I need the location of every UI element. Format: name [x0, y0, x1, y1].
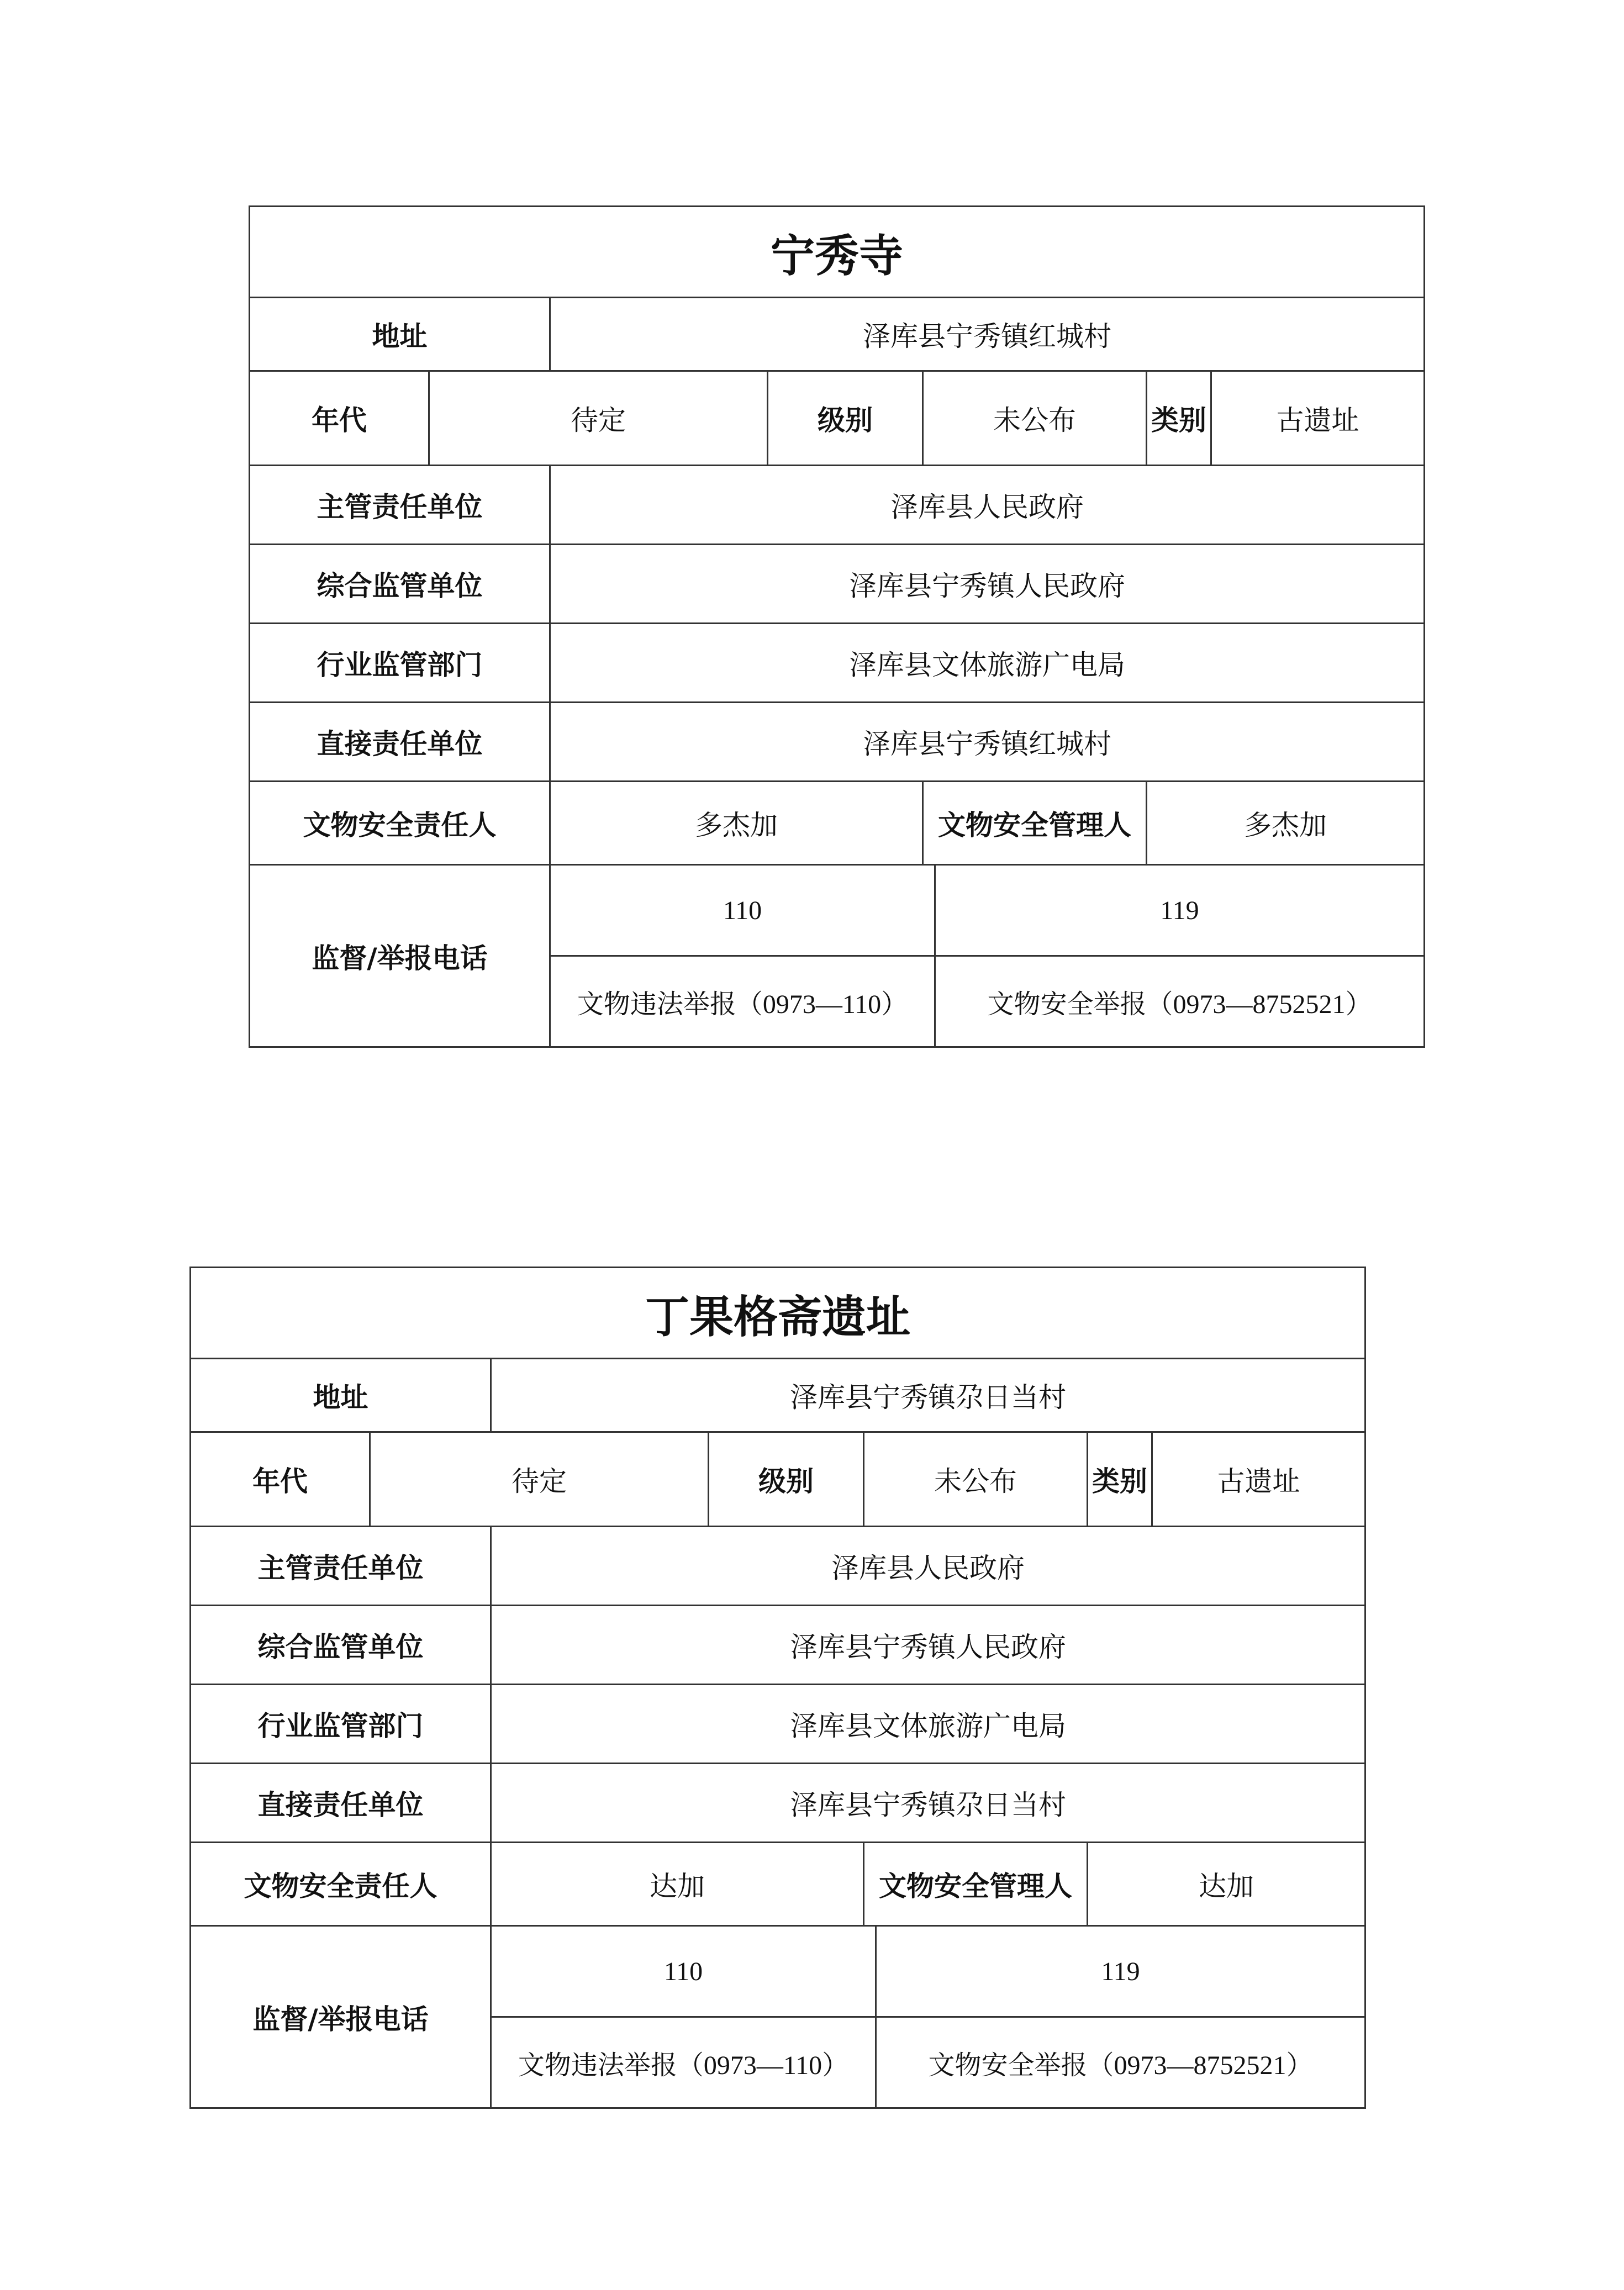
category-value: 古遗址 — [1211, 371, 1425, 466]
heritage-info-table — [189, 1267, 1366, 2109]
site-title: 丁果格斋遗址 — [191, 1268, 1365, 1359]
level-label: 级别 — [768, 371, 923, 466]
level-value: 未公布 — [923, 371, 1147, 466]
direct-responsible-label: 直接责任单位 — [250, 703, 550, 782]
direct-responsible-value: 泽库县宁秀镇红城村 — [550, 703, 1425, 782]
era-label: 年代 — [250, 371, 429, 466]
comprehensive-supervision-value: 泽库县宁秀镇人民政府 — [550, 545, 1425, 624]
era-value: 待定 — [370, 1432, 709, 1527]
industry-supervision-label: 行业监管部门 — [191, 1685, 491, 1764]
illegal-report-hotline: 文物违法举报（0973—110） — [491, 2017, 876, 2108]
category-value: 古遗址 — [1152, 1432, 1365, 1527]
direct-responsible-label: 直接责任单位 — [191, 1764, 491, 1843]
industry-supervision-value: 泽库县文体旅游广电局 — [550, 624, 1425, 703]
safety-report-hotline: 文物安全举报（0973—8752521） — [876, 2017, 1365, 2108]
safety-responsible-value: 达加 — [491, 1843, 864, 1926]
safety-manager-value: 多杰加 — [1147, 782, 1425, 865]
safety-responsible-label: 文物安全责任人 — [250, 782, 550, 865]
category-label: 类别 — [1088, 1432, 1152, 1527]
comprehensive-supervision-label: 综合监管单位 — [250, 545, 550, 624]
site-title: 宁秀寺 — [250, 207, 1425, 298]
supervisor-unit-label: 主管责任单位 — [191, 1527, 491, 1606]
era-label: 年代 — [191, 1432, 370, 1527]
phone-110: 110 — [550, 865, 935, 956]
phone-110: 110 — [491, 1926, 876, 2017]
phone-119: 119 — [876, 1926, 1365, 2017]
safety-responsible-value: 多杰加 — [550, 782, 923, 865]
hotline-label: 监督/举报电话 — [191, 1926, 491, 2108]
hotline-label: 监督/举报电话 — [250, 865, 550, 1047]
heritage-info-table — [249, 205, 1425, 1048]
supervisor-unit-label: 主管责任单位 — [250, 466, 550, 545]
safety-report-hotline: 文物安全举报（0973—8752521） — [935, 956, 1425, 1047]
heritage-card-dingguo-gezhai-site — [189, 1267, 1364, 2109]
supervisor-unit-value: 泽库县人民政府 — [550, 466, 1425, 545]
safety-responsible-label: 文物安全责任人 — [191, 1843, 491, 1926]
heritage-card-ningxiu-temple — [249, 205, 1423, 1048]
direct-responsible-value: 泽库县宁秀镇尕日当村 — [491, 1764, 1365, 1843]
address-value: 泽库县宁秀镇红城村 — [550, 298, 1425, 371]
address-value: 泽库县宁秀镇尕日当村 — [491, 1359, 1365, 1432]
comprehensive-supervision-label: 综合监管单位 — [191, 1606, 491, 1685]
industry-supervision-value: 泽库县文体旅游广电局 — [491, 1685, 1365, 1764]
phone-119: 119 — [935, 865, 1425, 956]
illegal-report-hotline: 文物违法举报（0973—110） — [550, 956, 935, 1047]
comprehensive-supervision-value: 泽库县宁秀镇人民政府 — [491, 1606, 1365, 1685]
level-value: 未公布 — [864, 1432, 1088, 1527]
address-label: 地址 — [250, 298, 550, 371]
safety-manager-value: 达加 — [1088, 1843, 1365, 1926]
level-label: 级别 — [709, 1432, 864, 1527]
address-label: 地址 — [191, 1359, 491, 1432]
category-label: 类别 — [1147, 371, 1211, 466]
safety-manager-label: 文物安全管理人 — [864, 1843, 1088, 1926]
era-value: 待定 — [429, 371, 768, 466]
industry-supervision-label: 行业监管部门 — [250, 624, 550, 703]
safety-manager-label: 文物安全管理人 — [923, 782, 1147, 865]
supervisor-unit-value: 泽库县人民政府 — [491, 1527, 1365, 1606]
